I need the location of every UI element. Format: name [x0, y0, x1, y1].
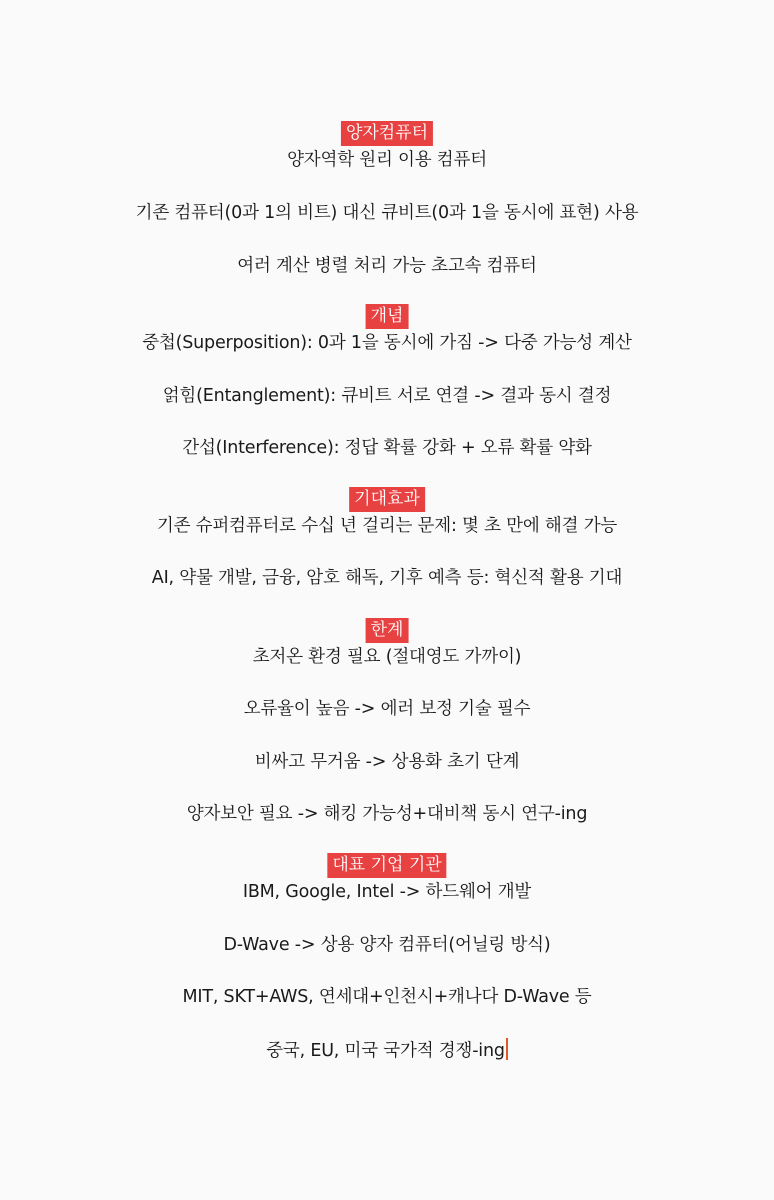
text-line-content: 중국, EU, 미국 국가적 경쟁-ing — [266, 1041, 505, 1061]
section-heading-concept: 개념 — [366, 304, 409, 329]
text-line: 양자역학 원리 이용 컴퓨터 — [287, 150, 487, 170]
text-line: AI, 약물 개발, 금융, 암호 해독, 기후 예측 등: 혁신적 활용 기대 — [151, 568, 623, 588]
text-line: D-Wave -> 상용 양자 컴퓨터(어닐링 방식) — [223, 935, 551, 955]
text-line: 중첩(Superposition): 0과 1을 동시에 가짐 -> 다중 가능성 계산 — [142, 333, 632, 353]
text-line: 여러 계산 병렬 처리 가능 초고속 컴퓨터 — [237, 256, 537, 276]
section-heading-expected-effects: 기대효과 — [349, 487, 425, 512]
text-line: 양자보안 필요 -> 해킹 가능성+대비책 동시 연구-ing — [186, 804, 588, 824]
section-heading-limitations: 한계 — [366, 618, 409, 643]
text-line: IBM, Google, Intel -> 하드웨어 개발 — [242, 882, 532, 902]
text-line: 기존 컴퓨터(0과 1의 비트) 대신 큐비트(0과 1을 동시에 표현) 사용 — [135, 203, 639, 223]
text-line: MIT, SKT+AWS, 연세대+인천시+캐나다 D-Wave 등 — [182, 987, 592, 1007]
last-text-line[interactable] — [0, 1038, 774, 1063]
text-line: 초저온 환경 필요 (절대영도 가까이) — [252, 647, 522, 667]
text-cursor — [506, 1038, 508, 1060]
text-line: 얽힘(Entanglement): 큐비트 서로 연결 -> 결과 동시 결정 — [162, 386, 612, 406]
section-heading-representative-organizations: 대표 기업 기관 — [327, 853, 446, 878]
text-line: 간섭(Interference): 정답 확률 강화 + 오류 확률 약화 — [182, 438, 592, 458]
section-heading-quantum-computer: 양자컴퓨터 — [341, 121, 433, 146]
text-line: 기존 슈퍼컴퓨터로 수십 년 걸리는 문제: 몇 초 만에 해결 가능 — [156, 516, 618, 536]
text-line: 비싸고 무거움 -> 상용화 초기 단계 — [254, 752, 520, 772]
text-line: 오류율이 높음 -> 에러 보정 기술 필수 — [243, 699, 531, 719]
